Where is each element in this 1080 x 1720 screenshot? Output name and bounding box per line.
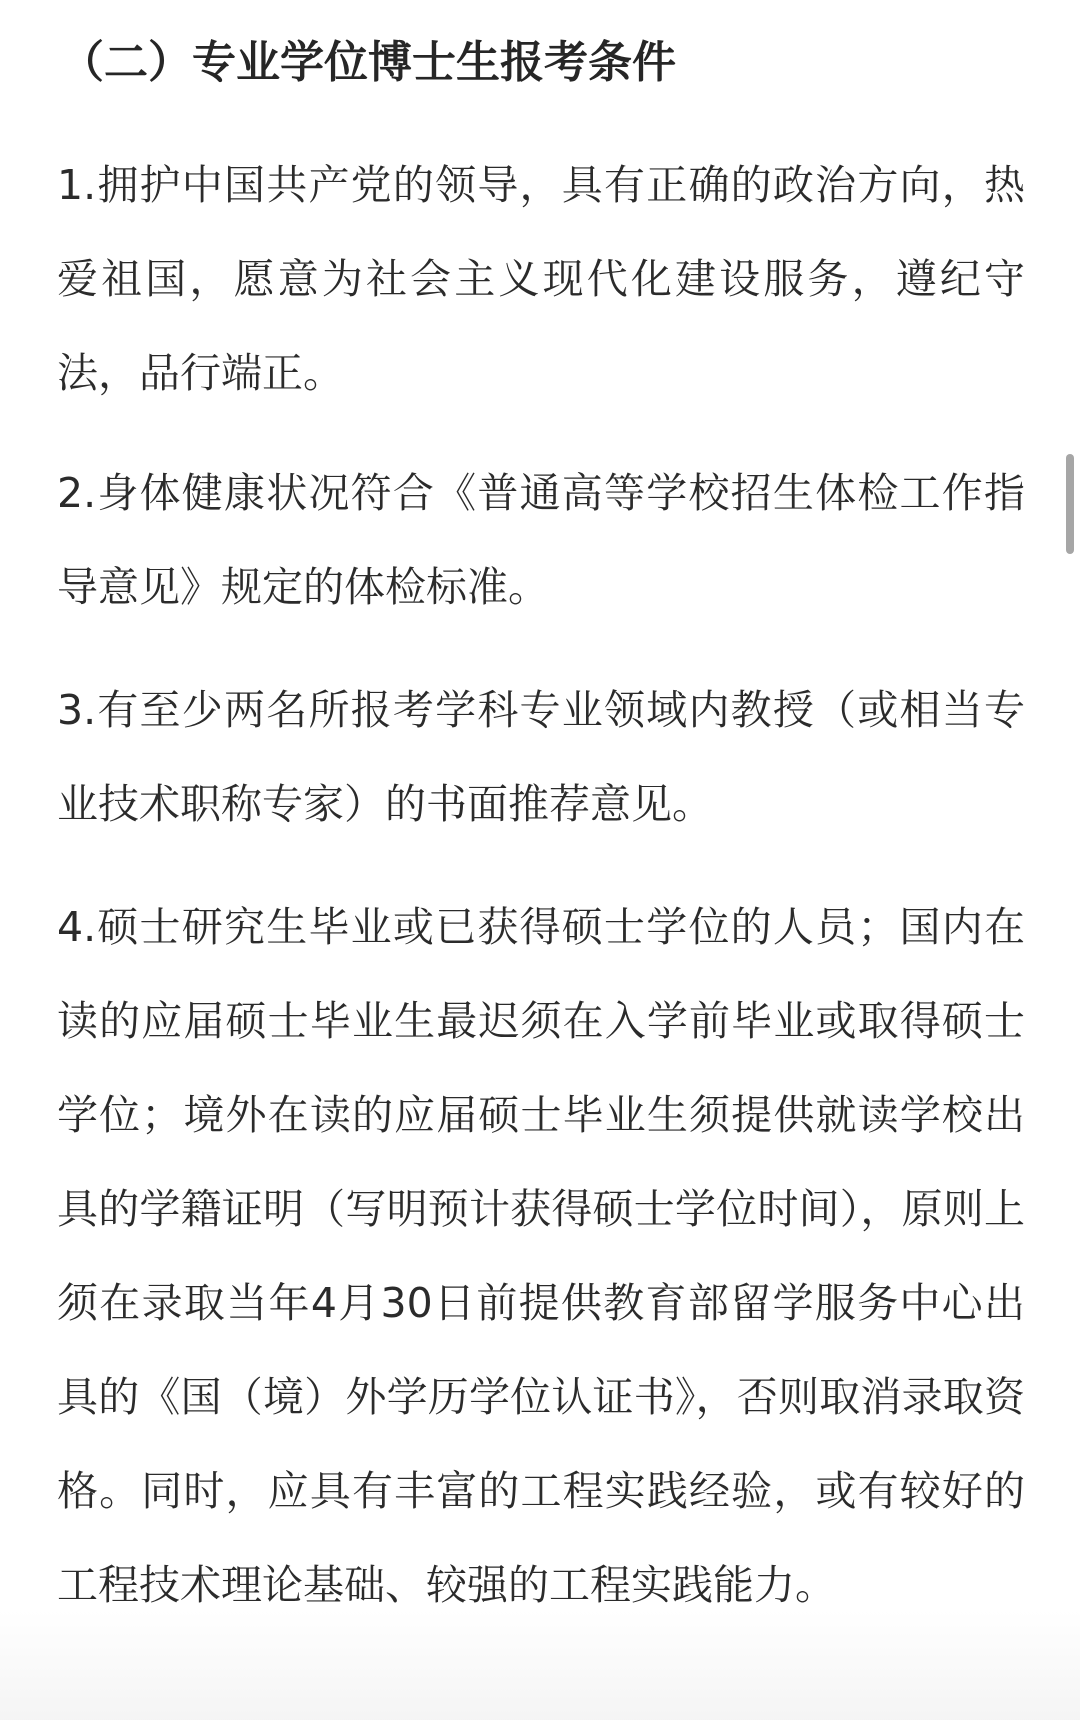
requirement-paragraph-4: 4.硕士研究生毕业或已获得硕士学位的人员；国内在读的应届硕士毕业生最迟须在入学前毕业或取得硕士学位；境外在读的应届硕士毕业生须提供就读学校出具的学籍证明（写明预计获得硕士学位时间），原则上须在录取当年4月30日前提供教育部留学服务中心出具的《国（境）外学历学位认证书》，否则取消录取资格。同时，应具有丰富的工程实践经验，或有较好的工程技术理论基础、较强的工程实践能力。 (57, 903, 1025, 1609)
requirement-paragraph-1: 1.拥护中国共产党的领导，具有正确的政治方向，热爱祖国，愿意为社会主义现代化建设服务，遵纪守法，品行端正。 (57, 161, 1025, 397)
section-heading: （二）专业学位博士生报考条件 (60, 37, 676, 88)
scrollbar-thumb[interactable] (1066, 454, 1074, 554)
requirement-paragraph-2: 2.身体健康状况符合《普通高等学校招生体检工作指导意见》规定的体检标准。 (57, 469, 1025, 611)
requirement-paragraph-3: 3.有至少两名所报考学科专业领域内教授（或相当专业技术职称专家）的书面推荐意见。 (57, 686, 1025, 828)
vertical-scrollbar[interactable] (1060, 0, 1080, 1720)
